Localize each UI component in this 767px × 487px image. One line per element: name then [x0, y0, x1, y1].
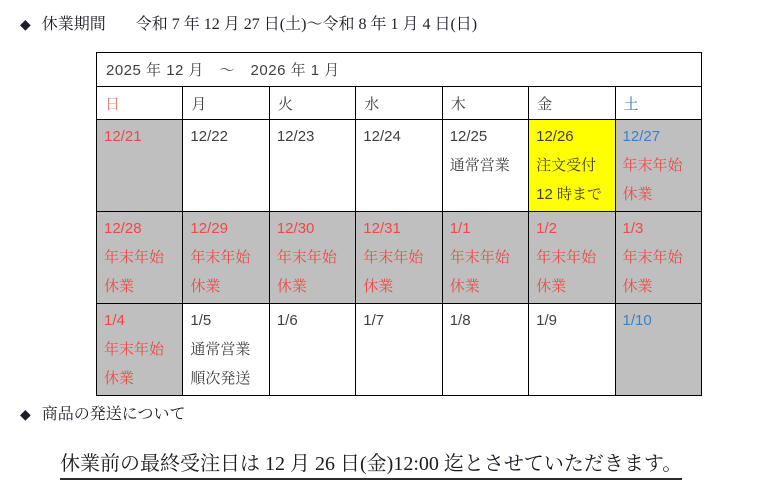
weekday-header-wed: 水 [356, 87, 442, 120]
cell-note: 通常営業 [449, 157, 510, 174]
cell-date: 1/1 [449, 220, 471, 237]
cell-note: 年末年始 [363, 249, 424, 266]
cell-note: 年末年始 [536, 249, 597, 266]
calendar-period-header: 2025 年 12 月 ～ 2026 年 1 月 [97, 53, 702, 87]
cell-date: 1/2 [536, 220, 557, 237]
calendar-cell [529, 212, 615, 304]
calendar-cell-order-deadline [529, 120, 615, 212]
cell-date: 12/27 [622, 128, 661, 145]
calendar-cell [97, 304, 183, 396]
calendar-cell [442, 304, 528, 396]
cell-date: 1/8 [449, 312, 471, 329]
cell-note: 休業 [190, 278, 221, 295]
cell-date: 12/30 [276, 220, 315, 237]
cell-note: 休業 [449, 278, 480, 295]
calendar-cell [183, 120, 269, 212]
cell-note: 年末年始 [622, 249, 683, 266]
cell-date: 1/5 [190, 312, 212, 329]
cell-note: 年末年始 [190, 249, 251, 266]
cell-date: 1/10 [622, 312, 652, 329]
weekday-header-thu: 木 [442, 87, 528, 120]
calendar-cell [356, 212, 442, 304]
cell-note: 年末年始 [449, 249, 510, 266]
cell-date: 1/9 [536, 312, 557, 329]
cell-date: 12/24 [363, 128, 401, 145]
cell-note: 順次発送 [190, 370, 251, 387]
weekday-header-sat: 土 [615, 87, 701, 120]
calendar-cell [529, 304, 615, 396]
closure-calendar-table [96, 52, 702, 396]
calendar-cell [615, 304, 701, 396]
shipping-section-heading [20, 401, 185, 424]
closure-calendar [96, 52, 702, 396]
calendar-week-row [97, 120, 702, 212]
calendar-cell [97, 120, 183, 212]
calendar-cell [183, 212, 269, 304]
cell-date: 12/26 [536, 128, 574, 145]
cell-date: 12/22 [190, 128, 228, 145]
cell-note: 年末年始 [104, 249, 165, 266]
calendar-weekday-row [97, 87, 702, 120]
calendar-period-row [97, 53, 702, 87]
weekday-header-tue: 火 [269, 87, 355, 120]
cell-date: 12/23 [276, 128, 315, 145]
cell-note: 注文受付 [536, 157, 597, 174]
cell-date: 12/25 [449, 128, 488, 145]
cell-date: 12/29 [190, 220, 228, 237]
calendar-cell [269, 212, 355, 304]
closure-period-heading [20, 11, 477, 34]
calendar-week-row [97, 304, 702, 396]
calendar-cell [442, 212, 528, 304]
closure-period-value: 令和 7 年 12 月 27 日(土)～令和 8 年 1 月 4 日(日) [135, 16, 478, 33]
cell-note: 休業 [536, 278, 567, 295]
cell-note: 休業 [104, 278, 135, 295]
weekday-header-fri: 金 [529, 87, 615, 120]
calendar-cell [356, 304, 442, 396]
cell-date: 12/21 [104, 128, 142, 145]
diamond-bullet-icon: ◆ [20, 408, 31, 423]
cell-note: 年末年始 [622, 157, 683, 174]
cell-date: 1/4 [104, 312, 125, 329]
calendar-cell [615, 212, 701, 304]
cell-date: 1/3 [622, 220, 644, 237]
calendar-cell [615, 120, 701, 212]
weekday-header-sun: 日 [97, 87, 183, 120]
cell-note: 12 時まで [536, 186, 602, 203]
cell-date: 1/6 [276, 312, 298, 329]
calendar-cell [183, 304, 269, 396]
weekday-header-mon: 月 [183, 87, 269, 120]
cell-note: 年末年始 [276, 249, 337, 266]
calendar-week-row [97, 212, 702, 304]
cell-note: 休業 [276, 278, 307, 295]
cell-date: 12/28 [104, 220, 142, 237]
cell-note: 休業 [622, 278, 653, 295]
calendar-cell [269, 304, 355, 396]
cell-note: 休業 [363, 278, 394, 295]
shipping-section-label: 商品の発送について [41, 406, 186, 423]
calendar-cell [269, 120, 355, 212]
cell-note: 通常営業 [190, 341, 251, 358]
cell-date: 12/31 [363, 220, 401, 237]
final-order-note [60, 447, 682, 476]
closure-period-label: 休業期間 [41, 16, 106, 33]
final-order-note-text: 休業前の最終受注日は 12 月 26 日(金)12:00 迄とさせていただきます。 [60, 453, 682, 480]
cell-date: 1/7 [363, 312, 385, 329]
calendar-cell [97, 212, 183, 304]
calendar-cell [442, 120, 528, 212]
cell-note: 休業 [104, 370, 135, 387]
cell-note: 休業 [622, 186, 653, 203]
diamond-bullet-icon: ◆ [20, 18, 31, 33]
cell-note: 年末年始 [104, 341, 165, 358]
calendar-cell [356, 120, 442, 212]
